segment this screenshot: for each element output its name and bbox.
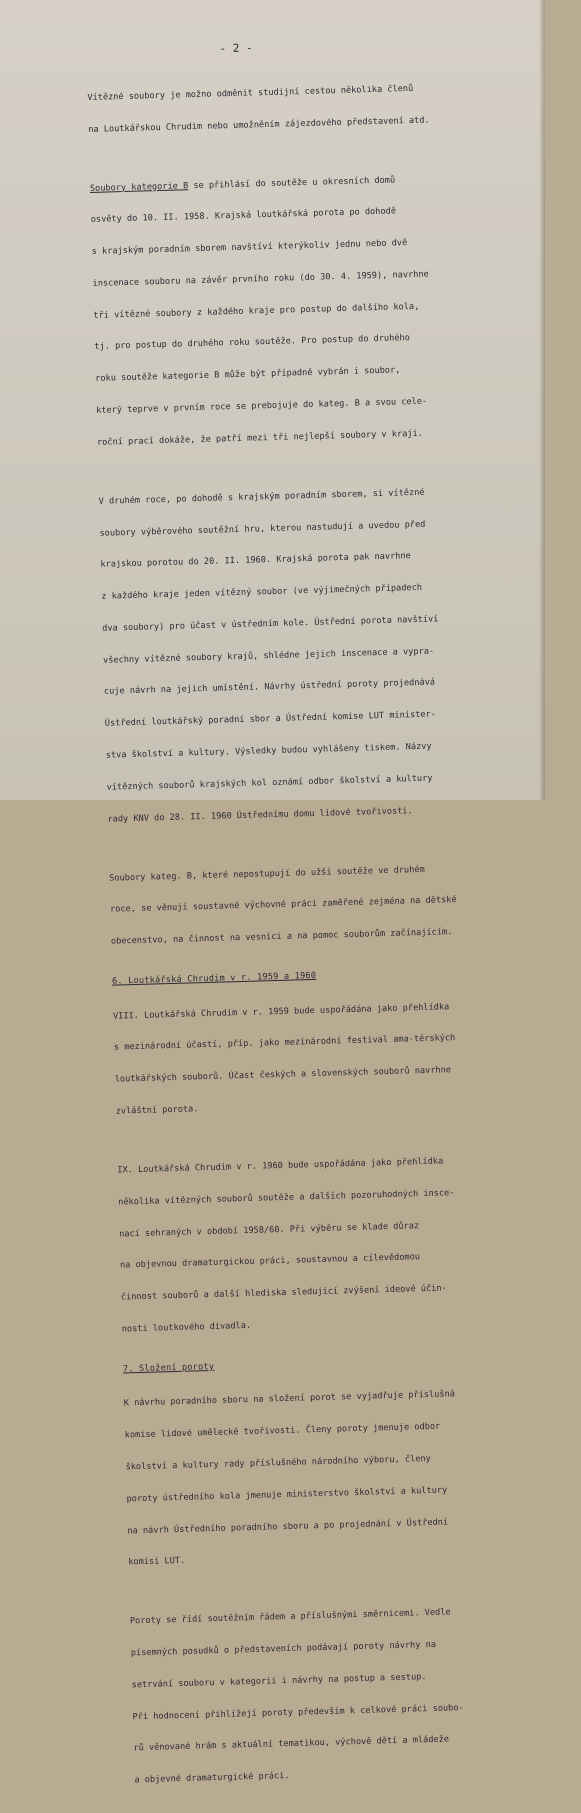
text-line: roce, se věnují soustavné výchovné práci zaměřené zejména na dětské bbox=[109, 895, 457, 915]
text-line: dva soubory) pro účast v ústředním kole. Ústřední porota navštíví bbox=[102, 614, 439, 634]
text-line: Při hodnocení přihlížejí poroty především k celkové práci soubo- bbox=[132, 1702, 464, 1723]
text-line: V druhém roce, po dohodě s krajským poradním sborem, si vítězné bbox=[98, 487, 425, 507]
text-line: na Loutkářskou Chrudim nebo umožněním zájezdového představení atd. bbox=[88, 114, 430, 135]
text-line: Ústřední loutkářský poradní sbor a Ústřední komise LUT minister- bbox=[104, 709, 437, 729]
text-line: s krajským poradním sborem navštíví kterýkoliv jednu nebo dvě bbox=[91, 238, 408, 258]
section-7-heading: 7. Složení poroty bbox=[122, 1361, 215, 1375]
text-line: zvláštní porota. bbox=[115, 1104, 199, 1117]
text-line: soubory výběrového soutěžní hru, kterou nastudují a uvedou před bbox=[99, 519, 426, 539]
section-6-viii-paragraph bbox=[112, 978, 562, 1139]
text-line: K návrhu poradního sboru na složení porot se vyjadřuje příslušná bbox=[123, 1389, 456, 1409]
text-line: na návrh Ústředního poradního sboru a po projednání v Ústřední bbox=[127, 1517, 449, 1536]
nonadvancing-paragraph bbox=[108, 840, 557, 969]
text-line: komise lidové umělecké tvořivosti. Členy poroty jmenuje odbor bbox=[124, 1421, 441, 1441]
text-line: rů věnované hrám s aktuální tematikou, výchově dětí a mládeže bbox=[133, 1734, 450, 1754]
category-b-heading: Soubory kategorie B bbox=[89, 180, 189, 194]
text-line: obecenstvo, na činnost na vesnici a na pomoc souborům začínajícím. bbox=[110, 927, 453, 947]
text-line: poroty ústředního kola jmenuje ministerstvo školství a kultury bbox=[126, 1485, 448, 1505]
section-6-ix-paragraph bbox=[117, 1132, 569, 1356]
text-line: několika vítězných souborů soutěže a dalších pozoruhodných insce- bbox=[118, 1187, 455, 1208]
text-line: loutkářských souborů. Účast českých a slovenských souborů navrhne bbox=[114, 1065, 452, 1085]
text-line: který teprve v prvním roce se prebojuje do kateg. B a svou cele- bbox=[95, 396, 428, 416]
text-line: všechny vítězné soubory krajů, shlédne jejich inscenace a vypra- bbox=[102, 646, 435, 666]
second-year-paragraph bbox=[98, 463, 554, 846]
text-line: činnost souborů a další hlediska sledující zvýšení ideové účin- bbox=[120, 1283, 447, 1303]
text-line: z každého kraje jeden vítězný soubor (ve výjimečných případech bbox=[101, 582, 423, 602]
text-line: setrvání souboru v kategorii i návrhy na postup a sestup. bbox=[131, 1672, 427, 1691]
text-line: nací sehraných v období 1958/60. Při výběru se klade důraz bbox=[118, 1220, 420, 1240]
text-line: stva školství a kultury. Výsledky budou vyhlášeny tiskem. Názvy bbox=[105, 741, 432, 761]
section-6 bbox=[112, 962, 568, 1356]
text-line: VIII. Loutkářská Chrudim v r. 1959 bude uspořádána jako přehlídka bbox=[112, 1001, 450, 1022]
text-line bbox=[90, 171, 536, 194]
text-line: rady KNV do 28. II. 1960 Ústřednímu domu lidové tvořivosti. bbox=[107, 805, 413, 825]
text-line: a objevné dramaturgické práci. bbox=[134, 1771, 290, 1786]
text-line: tři vítězné soubory z každého kraje pro postup do dalšího kola, bbox=[93, 301, 420, 321]
text-line: Vítězné soubory je možno odměnit studijní cestou několika členů bbox=[87, 83, 414, 103]
text-line: vítězných souborů krajských kol oznámí odbor školství a kultury bbox=[106, 773, 433, 793]
text-fragment: se přihlásí do soutěže u okresních domů bbox=[188, 174, 396, 191]
typed-page bbox=[86, 36, 581, 1813]
text-line: IX. Loutkářská Chrudim v r. 1960 bude uspořádána jako přehlídka bbox=[117, 1156, 444, 1176]
text-line: inscenace souboru na závěr prvního roku (do 30. 4. 1959), navrhne bbox=[92, 269, 429, 289]
page-edge-shadow bbox=[539, 0, 545, 800]
text-line: Poroty se řídí soutěžním řádem a příslušnými směrnicemi. Vedle bbox=[129, 1607, 451, 1627]
text-line: písemných posudků o představeních podávají poroty návrhy na bbox=[130, 1639, 437, 1659]
text-line: s mezinárodní účastí, příp. jako mezinárodní festival ama-térských bbox=[113, 1033, 456, 1054]
text-line: školství a kultury rady příslušného národního výboru, členy bbox=[125, 1453, 431, 1473]
category-b-paragraph bbox=[89, 150, 543, 470]
text-line: roku soutěže kategorie B může být případně vybrán i soubor, bbox=[95, 365, 401, 385]
text-line: krajskou porotou do 20. II. 1960. Krajská porota pak navrhne bbox=[100, 551, 411, 571]
text-line: Soubory kateg. B, které nepostupují do užší soutěže ve druhém bbox=[109, 864, 425, 884]
text-line: roční prací dokáže, že patří mezi tři nejlepší soubory v kraji. bbox=[96, 428, 424, 448]
text-line: tj. pro postup do druhého roku soutěže. Pro postup do druhého bbox=[94, 333, 410, 353]
intro-paragraph bbox=[87, 59, 535, 156]
section-7 bbox=[123, 1350, 581, 1808]
section-7-paragraph-2 bbox=[129, 1583, 581, 1807]
section-6-heading: 6. Loutkářská Chrudim v r. 1959 a 1960 bbox=[111, 970, 317, 987]
text-line: nosti loutkového divadla. bbox=[121, 1320, 252, 1335]
text-line: na objevnou dramaturgickou práci, soustavnou a cílevědomou bbox=[119, 1252, 421, 1271]
text-line: komisi LUT. bbox=[128, 1556, 186, 1568]
text-line: cuje návrh na jejich umístění. Návrhy ústřední poroty projednává bbox=[103, 677, 436, 698]
text-line: osvěty do 10. II. 1958. Krajská loutkářská porota po dohodě bbox=[90, 206, 397, 226]
section-7-paragraph-1 bbox=[123, 1365, 575, 1589]
page-number: - 2 - bbox=[219, 41, 253, 56]
